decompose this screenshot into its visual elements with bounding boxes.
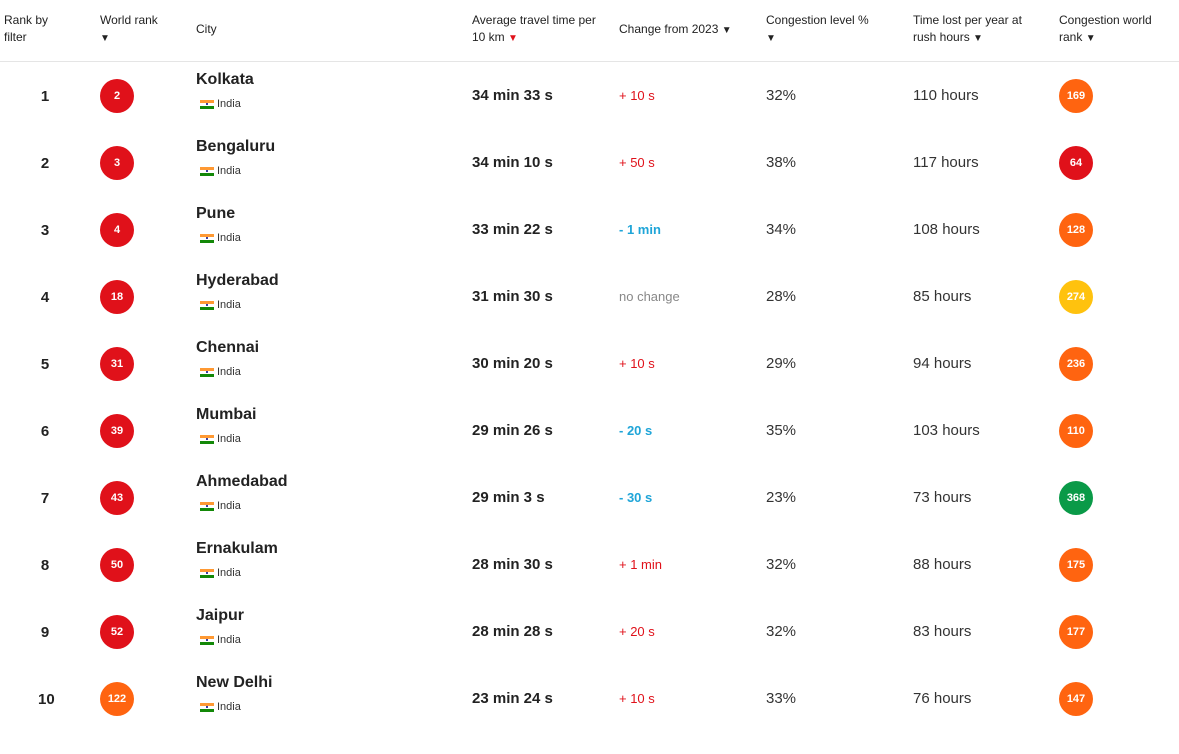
time-lost: 85 hours: [913, 288, 972, 305]
city-name[interactable]: New Delhi: [196, 674, 273, 691]
table-row[interactable]: [0, 531, 1179, 598]
avg-travel-time: 28 min 28 s: [472, 623, 553, 640]
sort-arrow-icon: ▼: [100, 33, 110, 44]
table-row[interactable]: [0, 464, 1179, 531]
sort-arrow-icon: ▼: [766, 33, 776, 44]
time-lost: 117 hours: [913, 154, 979, 171]
india-flag-icon: [200, 368, 214, 377]
city-name[interactable]: Mumbai: [196, 406, 257, 423]
city-name[interactable]: Bengaluru: [196, 138, 276, 155]
world-rank-badge: 31: [100, 347, 134, 381]
rank-by-filter: 5: [40, 356, 50, 373]
time-lost: 110 hours: [913, 87, 979, 104]
time-lost: 88 hours: [913, 556, 972, 573]
country-name: India: [217, 433, 241, 445]
change-from-2023: no change: [619, 289, 680, 304]
country-name: India: [217, 232, 241, 244]
header-rank-by-filter[interactable]: [4, 12, 64, 46]
change-from-2023: + 20 s: [619, 624, 655, 639]
india-flag-icon: [200, 569, 214, 578]
header-time-lost[interactable]: [913, 12, 1048, 47]
congestion-level: 29%: [766, 355, 797, 372]
table-row[interactable]: [0, 196, 1179, 263]
congestion-world-rank-badge: 274: [1059, 280, 1093, 314]
country-name: India: [217, 165, 241, 177]
table-header: [0, 0, 1179, 62]
rank-by-filter: 4: [40, 289, 50, 306]
header-city[interactable]: [196, 21, 217, 38]
congestion-level: 23%: [766, 489, 797, 506]
india-flag-icon: [200, 100, 214, 109]
rank-by-filter: 9: [40, 624, 50, 641]
country-name: India: [217, 500, 241, 512]
avg-travel-time: 23 min 24 s: [472, 690, 553, 707]
country: [200, 165, 241, 177]
table-row[interactable]: [0, 62, 1179, 129]
city-name[interactable]: Ahmedabad: [196, 473, 288, 490]
india-flag-icon: [200, 636, 214, 645]
world-rank-badge: 50: [100, 548, 134, 582]
city-name[interactable]: Jaipur: [196, 607, 245, 624]
country: [200, 567, 241, 579]
time-lost: 108 hours: [913, 221, 980, 238]
congestion-world-rank-badge: 147: [1059, 682, 1093, 716]
sort-arrow-active-icon: ▼: [508, 33, 518, 44]
country-name: India: [217, 701, 241, 713]
time-lost: 76 hours: [913, 690, 972, 707]
time-lost: 73 hours: [913, 489, 972, 506]
table-row[interactable]: [0, 330, 1179, 397]
city-name[interactable]: Hyderabad: [196, 272, 279, 289]
rank-by-filter: 10: [38, 691, 55, 708]
congestion-world-rank-badge: 368: [1059, 481, 1093, 515]
india-flag-icon: [200, 703, 214, 712]
congestion-level: 33%: [766, 690, 797, 707]
india-flag-icon: [200, 301, 214, 310]
congestion-world-rank-badge: 177: [1059, 615, 1093, 649]
city-name[interactable]: Kolkata: [196, 71, 254, 88]
congestion-level: 32%: [766, 556, 797, 573]
time-lost: 94 hours: [913, 355, 972, 372]
country: [200, 98, 241, 110]
world-rank-badge: 2: [100, 79, 134, 113]
world-rank-badge: 122: [100, 682, 134, 716]
change-from-2023: + 1 min: [619, 557, 662, 572]
sort-arrow-icon: ▼: [721, 25, 732, 36]
rank-by-filter: 1: [40, 88, 50, 105]
rank-by-filter: 2: [40, 155, 50, 172]
india-flag-icon: [200, 234, 214, 243]
header-world-rank[interactable]: [100, 12, 180, 47]
congestion-world-rank-badge: 64: [1059, 146, 1093, 180]
india-flag-icon: [200, 502, 214, 511]
header-avg-travel-label: Average travel time per 10 km: [472, 13, 596, 44]
congestion-level: 32%: [766, 623, 797, 640]
avg-travel-time: 29 min 26 s: [472, 422, 553, 439]
world-rank-badge: 4: [100, 213, 134, 247]
header-avg-travel[interactable]: [472, 12, 607, 47]
india-flag-icon: [200, 435, 214, 444]
rank-by-filter: 7: [40, 490, 50, 507]
time-lost: 83 hours: [913, 623, 972, 640]
congestion-world-rank-badge: 236: [1059, 347, 1093, 381]
country-name: India: [217, 567, 241, 579]
country: [200, 634, 241, 646]
header-congestion-world-rank-label: Congestion world rank: [1059, 13, 1152, 44]
country: [200, 500, 241, 512]
header-change-label: Change from 2023: [619, 22, 719, 36]
header-world-rank-label: World rank: [100, 13, 158, 27]
header-time-lost-label: Time lost per year at rush hours: [913, 13, 1022, 44]
congestion-level: 38%: [766, 154, 797, 171]
country: [200, 232, 241, 244]
table-row[interactable]: [0, 129, 1179, 196]
congestion-world-rank-badge: 128: [1059, 213, 1093, 247]
congestion-level: 35%: [766, 422, 797, 439]
country: [200, 433, 241, 445]
world-rank-badge: 39: [100, 414, 134, 448]
country: [200, 366, 241, 378]
header-change[interactable]: [619, 21, 759, 39]
table-row[interactable]: [0, 598, 1179, 665]
congestion-world-rank-badge: 175: [1059, 548, 1093, 582]
change-from-2023: + 10 s: [619, 691, 655, 706]
table-row[interactable]: [0, 665, 1179, 732]
world-rank-badge: 43: [100, 481, 134, 515]
header-congestion[interactable]: [766, 12, 891, 47]
change-from-2023: - 20 s: [619, 423, 653, 438]
avg-travel-time: 29 min 3 s: [472, 489, 545, 506]
change-from-2023: + 10 s: [619, 356, 655, 371]
city-name[interactable]: Chennai: [196, 339, 260, 356]
sort-arrow-icon: ▼: [1085, 33, 1096, 44]
congestion-level: 34%: [766, 221, 797, 238]
country: [200, 299, 241, 311]
change-from-2023: + 50 s: [619, 155, 655, 170]
header-city-label: City: [196, 22, 217, 36]
sort-arrow-icon: ▼: [973, 33, 983, 44]
city-name[interactable]: Pune: [196, 205, 236, 222]
congestion-level: 28%: [766, 288, 797, 305]
change-from-2023: - 30 s: [619, 490, 653, 505]
country-name: India: [217, 98, 241, 110]
time-lost: 103 hours: [913, 422, 980, 439]
header-rank-by-filter-label: Rank by filter: [4, 13, 49, 44]
avg-travel-time: 34 min 10 s: [472, 154, 553, 171]
avg-travel-time: 34 min 33 s: [472, 87, 553, 104]
change-from-2023: - 1 min: [619, 222, 661, 237]
congestion-world-rank-badge: 110: [1059, 414, 1093, 448]
world-rank-badge: 52: [100, 615, 134, 649]
avg-travel-time: 31 min 30 s: [472, 288, 553, 305]
avg-travel-time: 28 min 30 s: [472, 556, 553, 573]
rank-by-filter: 8: [40, 557, 50, 574]
country-name: India: [217, 366, 241, 378]
change-from-2023: + 10 s: [619, 88, 655, 103]
country-name: India: [217, 299, 241, 311]
avg-travel-time: 33 min 22 s: [472, 221, 553, 238]
india-flag-icon: [200, 167, 214, 176]
country-name: India: [217, 634, 241, 646]
world-rank-badge: 3: [100, 146, 134, 180]
avg-travel-time: 30 min 20 s: [472, 355, 553, 372]
rank-by-filter: 3: [40, 222, 50, 239]
congestion-world-rank-badge: 169: [1059, 79, 1093, 113]
rank-by-filter: 6: [40, 423, 50, 440]
world-rank-badge: 18: [100, 280, 134, 314]
header-congestion-world-rank[interactable]: [1059, 12, 1174, 47]
table-row[interactable]: [0, 397, 1179, 464]
country: [200, 701, 241, 713]
city-name[interactable]: Ernakulam: [196, 540, 278, 557]
congestion-level: 32%: [766, 87, 797, 104]
header-congestion-label: Congestion level %: [766, 13, 869, 27]
table-row[interactable]: [0, 263, 1179, 330]
